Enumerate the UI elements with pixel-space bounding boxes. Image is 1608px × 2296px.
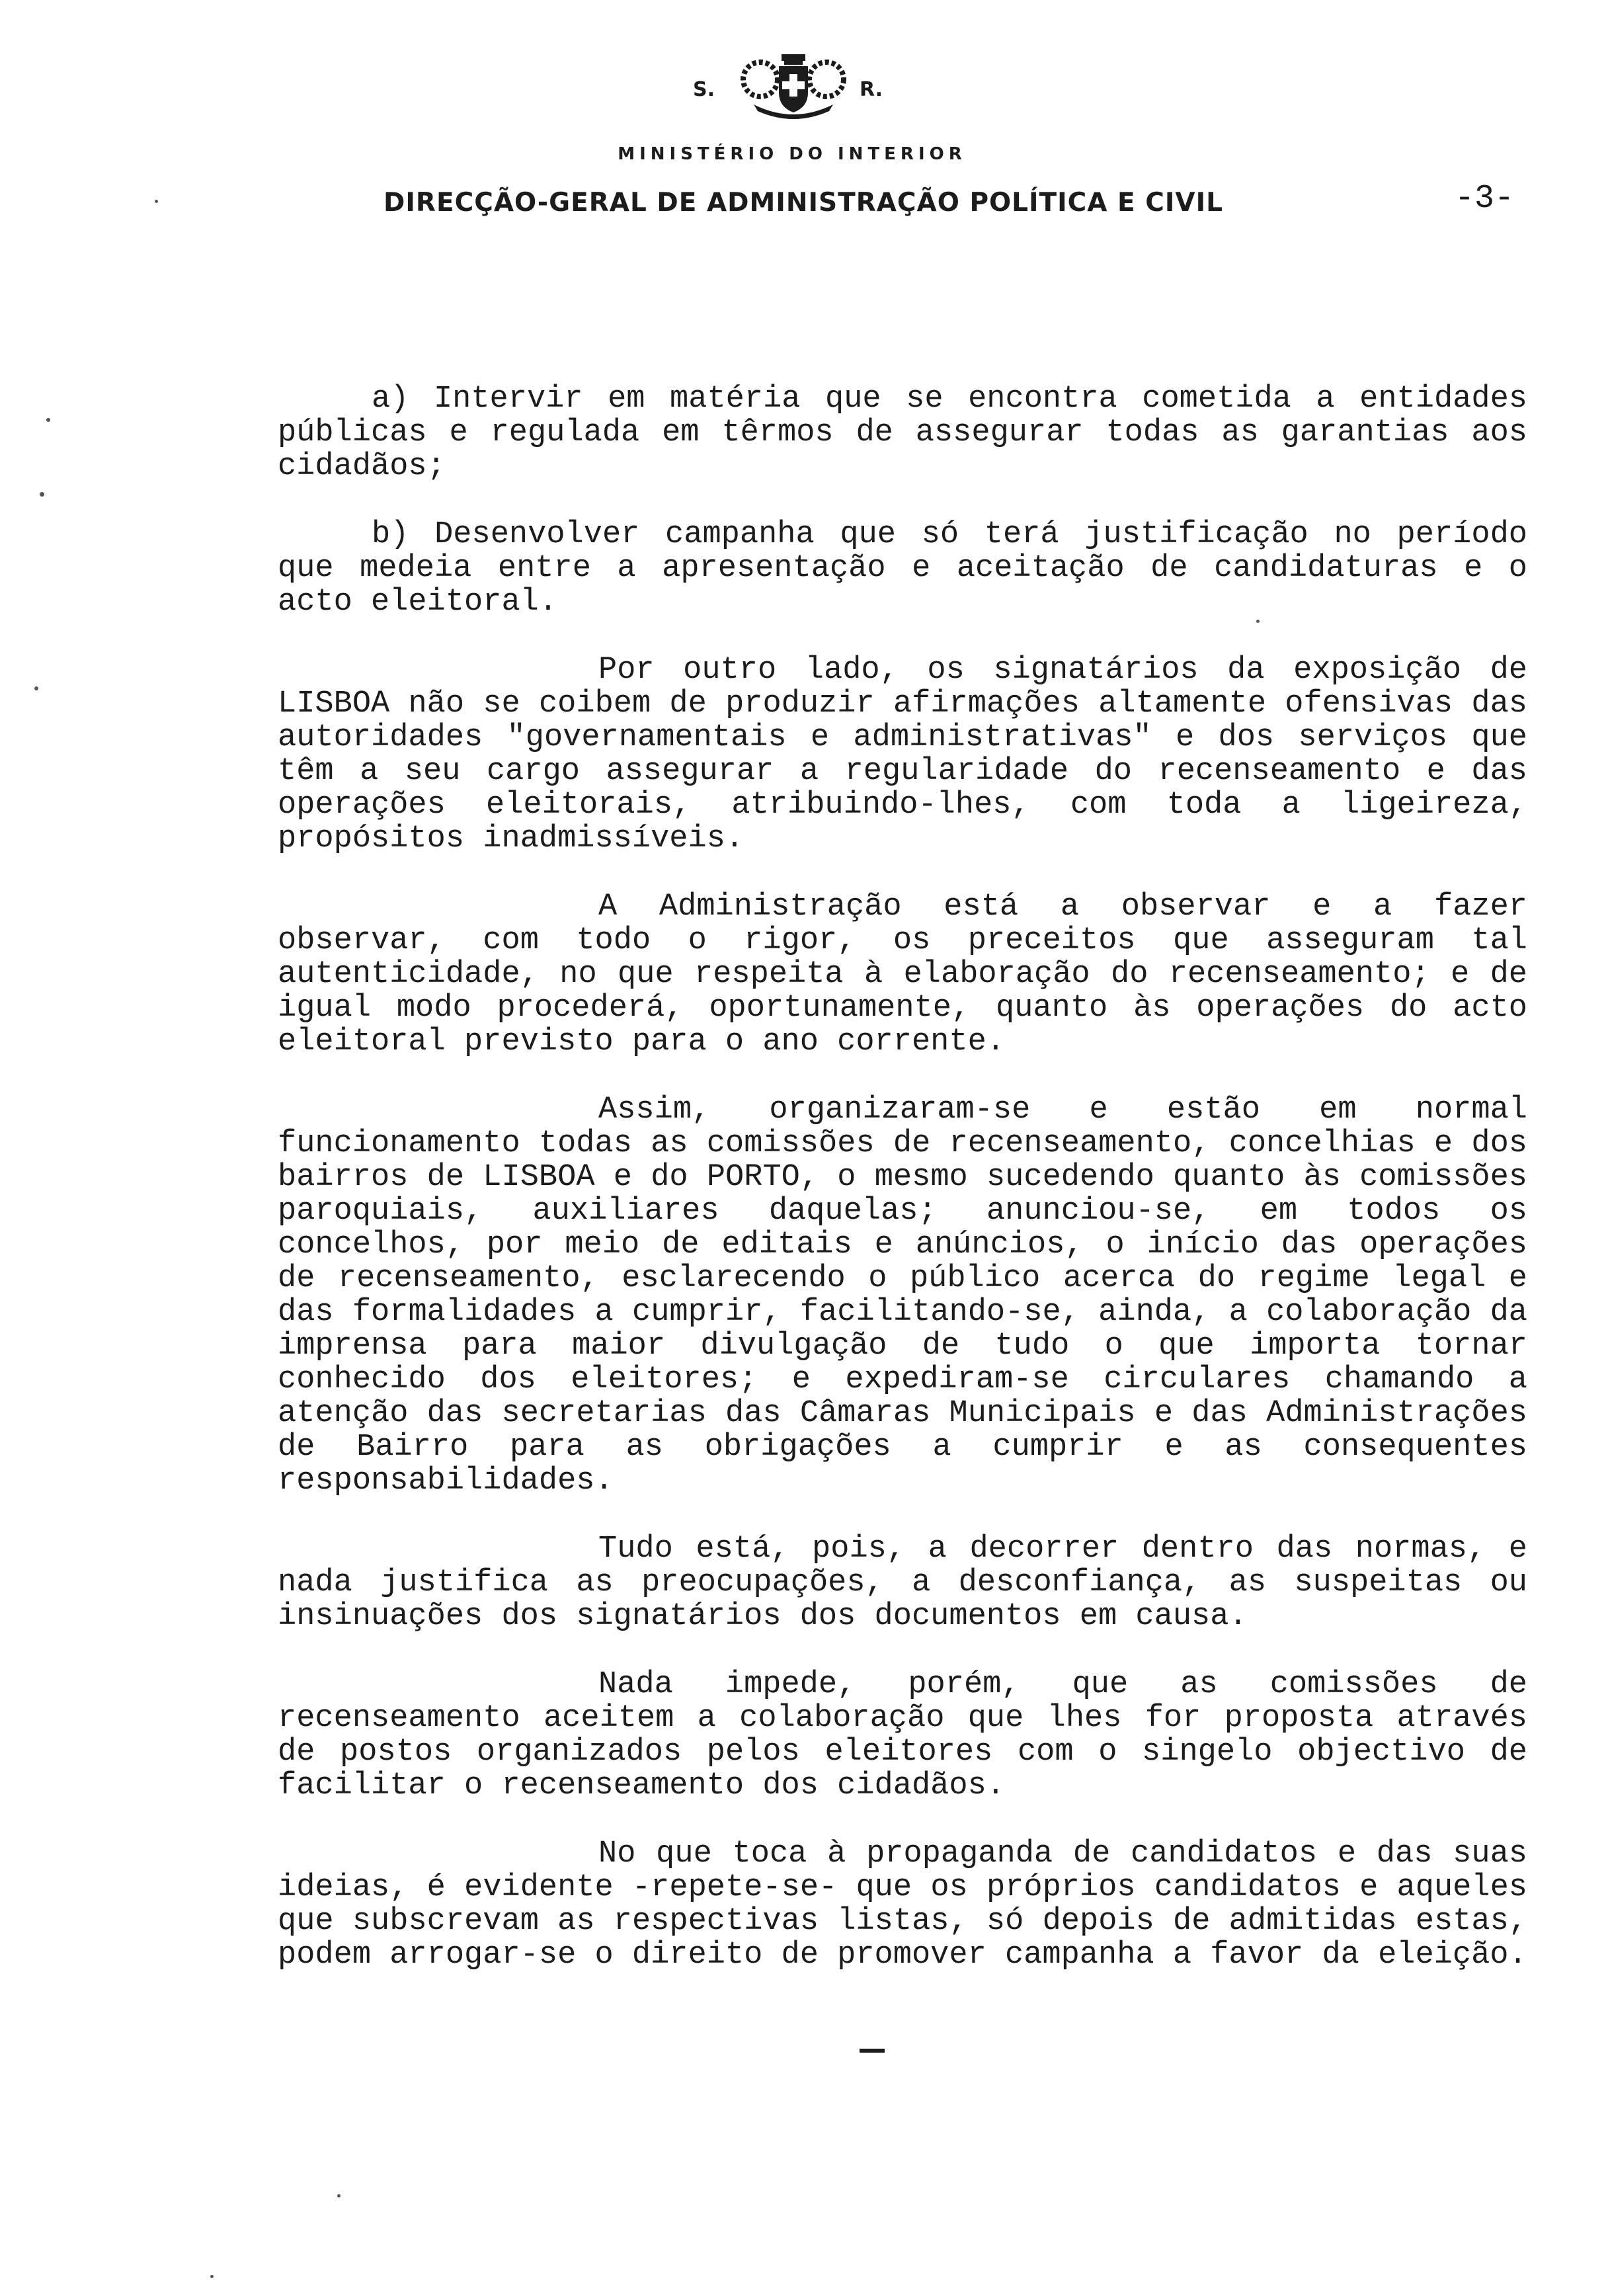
scan-speck — [155, 200, 158, 203]
coat-of-arms-icon — [741, 53, 846, 119]
page-number: -3- — [1455, 180, 1515, 218]
letter-body — [278, 382, 1527, 2006]
paragraph: Tudo está, pois, a decorrer dentro das normas, e nada justifica as preocupações, a desconfiança, as suspeitas ou insinuações dos signatários dos documentos em causa. — [278, 1532, 1527, 1634]
scan-speck — [34, 686, 38, 690]
paragraph: Por outro lado, os signatários da exposição de LISBOA não se coibem de produzir afirmações altamente ofensivas das autoridades "governamentais e administrativas" e dos serviços que têm a seu cargo assegurar a regularidade do recenseamento e das operações eleitorais, atribuindo-lhes, com toda a ligeireza, propósitos inadmissíveis. — [278, 653, 1527, 856]
scan-speck — [337, 2194, 341, 2197]
paragraph: Nada impede, porém, que as comissões de recenseamento aceitem a colaboração que lhes for proposta através de postos organizados pelos eleitores com o singelo objectivo de facilitar o recenseamento dos cidadãos. — [278, 1667, 1527, 1803]
directorate-heading: DIRECÇÃO-GERAL DE ADMINISTRAÇÃO POLÍTICA E CIVIL — [383, 188, 1223, 218]
continuation-dash — [860, 2049, 885, 2053]
letterhead — [0, 0, 1608, 225]
paragraph: No que toca à propaganda de candidatos e das suas ideias, é evidente -repete-se- que os próprios candidatos e aqueles que subscrevam as respectivas listas, só depois de admitidas estas, podem arrogar-se o direito de promover campanha a favor da eleição. — [278, 1836, 1527, 1973]
scan-speck — [210, 2275, 214, 2278]
ministry-heading: MINISTÉRIO DO INTERIOR — [618, 144, 967, 164]
scan-speck — [40, 492, 44, 497]
paragraph: Assim, organizaram-se e estão em normal funcionamento todas as comissões de recenseamento, concelhias e dos bairros de LISBOA e do PORTO, o mesmo sucedendo quanto às comissões paroquiais, auxiliares daquelas; anunciou-se, em todos os concelhos, por meio de editais e anúncios, o início das operações de recenseamento, esclarecendo o público acerca do regime legal e das formalidades a cumprir, facilitando-se, ainda, a colaboração da imprensa para maior divulgação de tudo o que importa tornar conhecido dos eleitores; e expediram-se circulares chamando a atenção das secretarias das Câmaras Municipais e das Administrações de Bairro para as obrigações a cumprir e as consequentes responsabilidades. — [278, 1092, 1527, 1498]
letterhead-right-letter: R. — [860, 78, 883, 101]
paragraph-a: a) Intervir em matéria que se encontra cometida a entidades públicas e regulada em têrmos de assegurar todas as garantias aos cidadãos; — [278, 382, 1527, 484]
scan-speck — [1256, 620, 1260, 623]
paragraph: A Administração está a observar e a fazer observar, com todo o rigor, os preceitos que asseguram tal autenticidade, no que respeita à elaboração do recenseamento; e de igual modo procederá, oportunamente, quanto às operações do acto eleitoral previsto para o ano corrente. — [278, 889, 1527, 1059]
paragraph-b: b) Desenvolver campanha que só terá justificação no período que medeia entre a apresentação e aceitação de candidaturas e o acto eleitoral. — [278, 517, 1527, 620]
scan-speck — [46, 418, 50, 422]
letterhead-left-letter: S. — [693, 78, 715, 101]
